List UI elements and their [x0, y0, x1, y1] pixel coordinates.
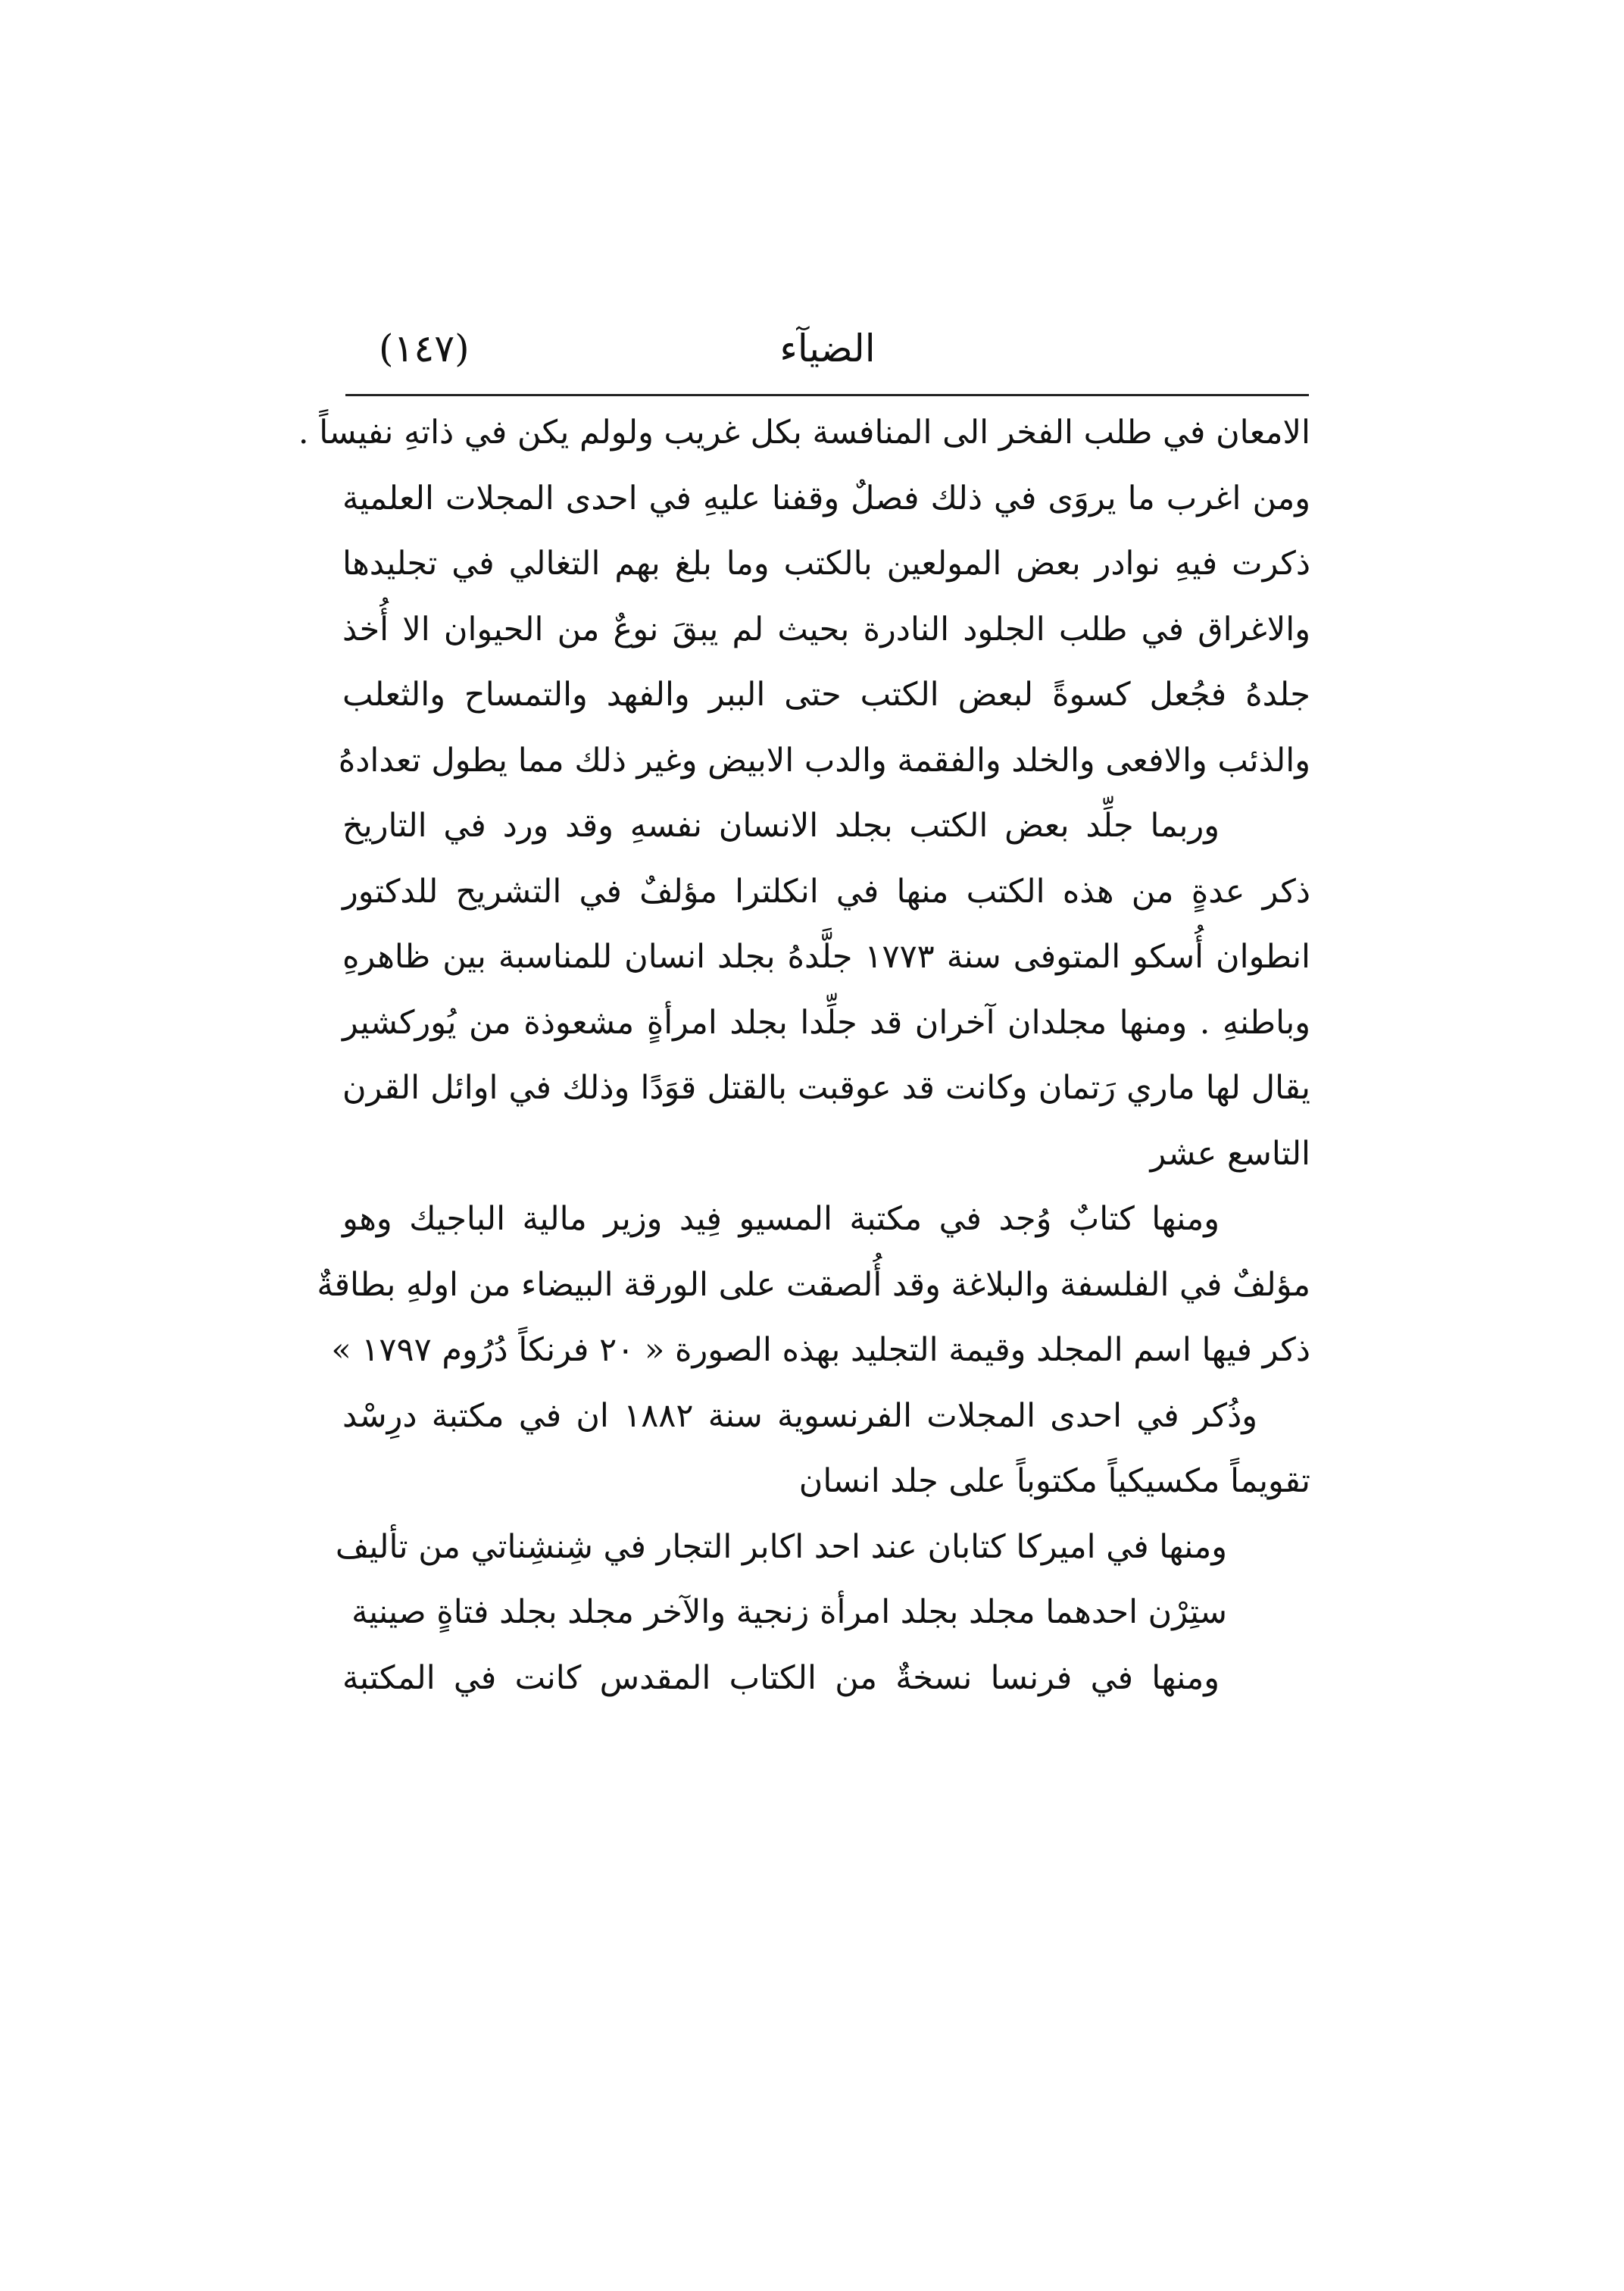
body-text [298, 400, 1310, 1711]
text-line: ستِرْن احدهما مجلد بجلد امرأة زنجية والآخر مجلد بجلد فتاةٍ صينية [351, 1593, 1227, 1631]
text-line: والاغراق في طلب الجلود النادرة بحيث لم يبقَ نوعٌ من الحيوان الا أُخذ [342, 610, 1310, 649]
text-line: انطوان أُسكو المتوفى سنة ١٧٧٣ جلَّدهُ بجلد انسان للمناسبة بين ظاهرهِ [342, 938, 1310, 976]
text-line: ومن اغرب ما يروَى في ذلك فصلٌ وقفنا عليهِ في احدى المجلات العلمية [342, 479, 1310, 517]
text-line: ذكرت فيهِ نوادر بعض المولعين بالكتب وما بلغ بهم التغالي في تجليدها [342, 545, 1310, 583]
text-line: مؤلفٌ في الفلسفة والبلاغة وقد أُلصقت على الورقة البيضاء من اولهِ بطاقةٌ [317, 1265, 1310, 1304]
text-line: تقويماً مكسيكياً مكتوباً على جلد انسان [798, 1462, 1310, 1500]
journal-title: الضيآء [779, 327, 876, 370]
text-line: يقال لها ماري رَتمان وكانت قد عوقبت بالقتل قوَدًا وذلك في اوائل القرن [342, 1069, 1310, 1107]
text-line: ومنها في اميركا كتابان عند احد اكابر التجار في شِنشِناتي من تأليف [335, 1527, 1227, 1566]
header-rule [345, 394, 1309, 396]
text-line: ذكر عدةٍ من هذه الكتب منها في انكلترا مؤلفٌ في التشريح للدكتور [342, 872, 1310, 911]
text-line: ومنها كتابٌ وُجد في مكتبة المسيو فِيد وزير مالية الباجيك وهو [342, 1200, 1220, 1238]
text-line: والذئب والافعى والخلد والفقمة والدب الابيض وغير ذلك مما يطول تعدادهُ [338, 741, 1310, 780]
text-line: جلدهُ فجُعل كسوةً لبعض الكتب حتى الببر والفهد والتمساح والثعلب [342, 676, 1310, 714]
text-line: وباطنهِ . ومنها مجلدان آخران قد جلِّدا بجلد امرأةٍ مشعوذة من يُوركشير [342, 1003, 1310, 1042]
text-line: وذُكر في احدى المجلات الفرنسوية سنة ١٨٨٢ ان في مكتبة درِسْد [342, 1396, 1257, 1435]
text-line: ذكر فيها اسم المجلد وقيمة التجليد بهذه الصورة « ٢٠ فرنكاً دُرُوم ١٧٩٧ » [331, 1331, 1310, 1369]
text-line: الامعان في طلب الفخر الى المنافسة بكل غريب ولولم يكن في ذاتهِ نفيساً . [298, 414, 1310, 452]
running-head [348, 311, 1307, 386]
text-line: وربما جلِّد بعض الكتب بجلد الانسان نفسهِ وقد ورد في التاريخ [342, 807, 1220, 845]
text-line: التاسع عشر [1150, 1134, 1310, 1173]
text-line: ومنها في فرنسا نسخةٌ من الكتاب المقدس كانت في المكتبة [342, 1658, 1220, 1697]
page-number: (١٤٧) [379, 327, 470, 370]
